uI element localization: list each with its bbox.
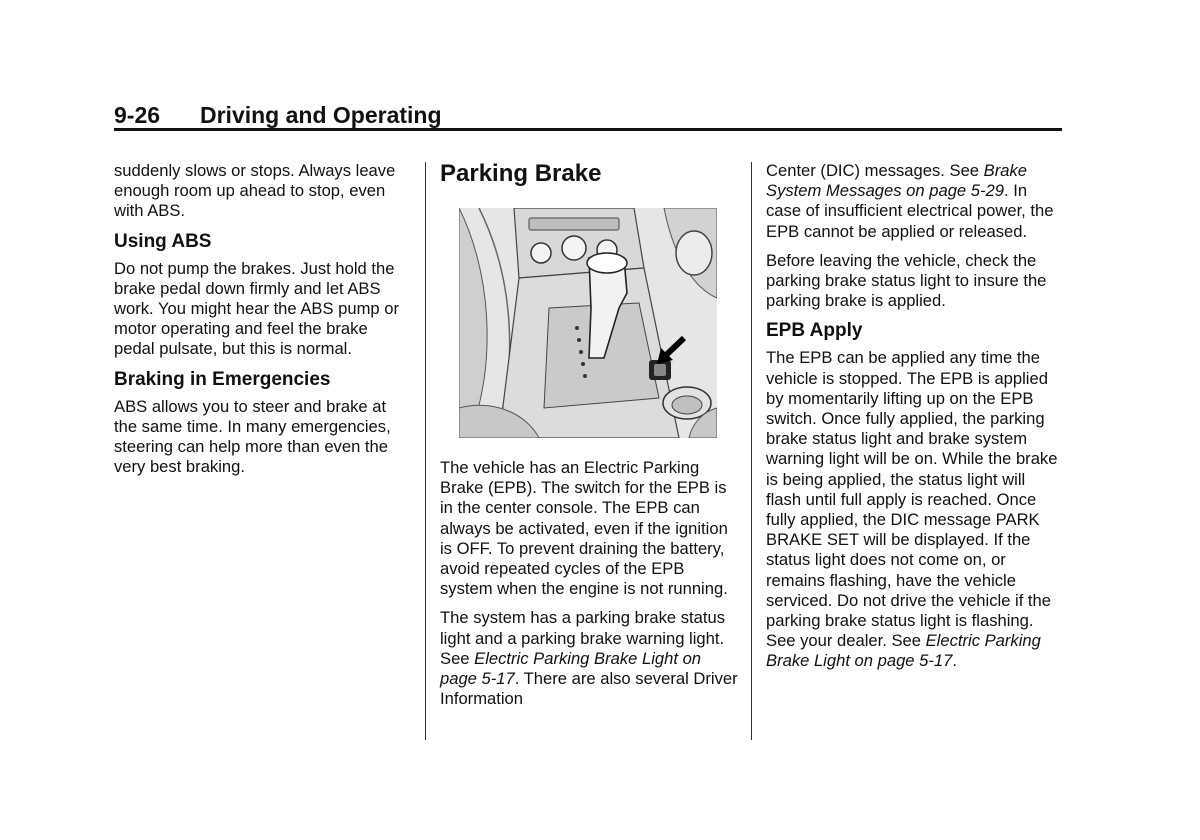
text-run: Center (DIC) messages. See xyxy=(766,161,984,180)
text-run: . In case of insufficient electrical power, the EPB cannot be applied or released. xyxy=(766,181,1054,241)
heading-parking-brake: Parking Brake xyxy=(440,160,602,187)
column-middle xyxy=(440,160,740,718)
subheading-braking-in-emergencies: Braking in Emergencies xyxy=(114,368,331,390)
paragraph-with-reference xyxy=(766,348,1064,671)
column-divider-right xyxy=(751,162,752,740)
center-console-epb-illustration xyxy=(459,208,717,438)
page-header xyxy=(114,100,1062,132)
text-run: . xyxy=(952,651,957,671)
cross-reference: Brake System Messages on page 5-29 xyxy=(766,161,1027,201)
paragraph: suddenly slows or stops. Always leave enough room up ahead to stop, even with ABS. xyxy=(114,161,396,221)
subheading-using-abs: Using ABS xyxy=(114,230,212,252)
column-divider-left xyxy=(425,162,426,740)
header-rule xyxy=(114,128,1062,131)
text-run: The EPB can be applied any time the vehicle is stopped. The EPB is applied by momentarily lifting up on the EPB switch. Once fully applied, the parking brake status light and brake system warning light will be on. While the brake is being applied, the status light will flash until full apply is reached. Once fully applied, the DIC message PARK BRAKE SET will be displayed. If the status light does not come on, or remains flashing, have the vehicle serviced. Do not drive the vehicle if the parking brake status light is flashing. See your dealer. See xyxy=(766,348,1058,651)
paragraph: Do not pump the brakes. Just hold the brake pedal down firmly and let ABS work. You might hear the ABS pump or motor operating and feel the brake pedal pulsate, but this is normal. xyxy=(114,258,400,359)
page-number: 9-26 xyxy=(114,102,161,128)
text-run: . There are also several Driver Information xyxy=(440,669,738,709)
section-title: Driving and Operating xyxy=(200,102,442,128)
text-run: The system has a parking brake status light and a parking brake warning light. See xyxy=(440,608,725,668)
cross-reference: Electric Parking Brake Light on page 5-17 xyxy=(440,648,702,689)
paragraph-with-reference xyxy=(440,608,740,709)
subheading-epb-apply: EPB Apply xyxy=(766,320,863,342)
column-left xyxy=(114,161,409,486)
paragraph: ABS allows you to steer and brake at the same time. In many emergencies, steering can help more than even the very best braking. xyxy=(114,396,391,477)
paragraph: Before leaving the vehicle, check the parking brake status light to insure the parking brake is applied. xyxy=(766,250,1047,311)
paragraph-with-reference xyxy=(766,161,1064,242)
paragraph: The vehicle has an Electric Parking Brake (EPB). The switch for the EPB is in the center console. The EPB can always be activated, even if the ignition is OFF. To prevent draining the battery, avoid repeated cycles of the EPB system when the engine is not running. xyxy=(440,458,728,599)
cross-reference: Electric Parking Brake Light on page 5-17 xyxy=(766,631,1041,671)
column-right xyxy=(766,161,1064,681)
